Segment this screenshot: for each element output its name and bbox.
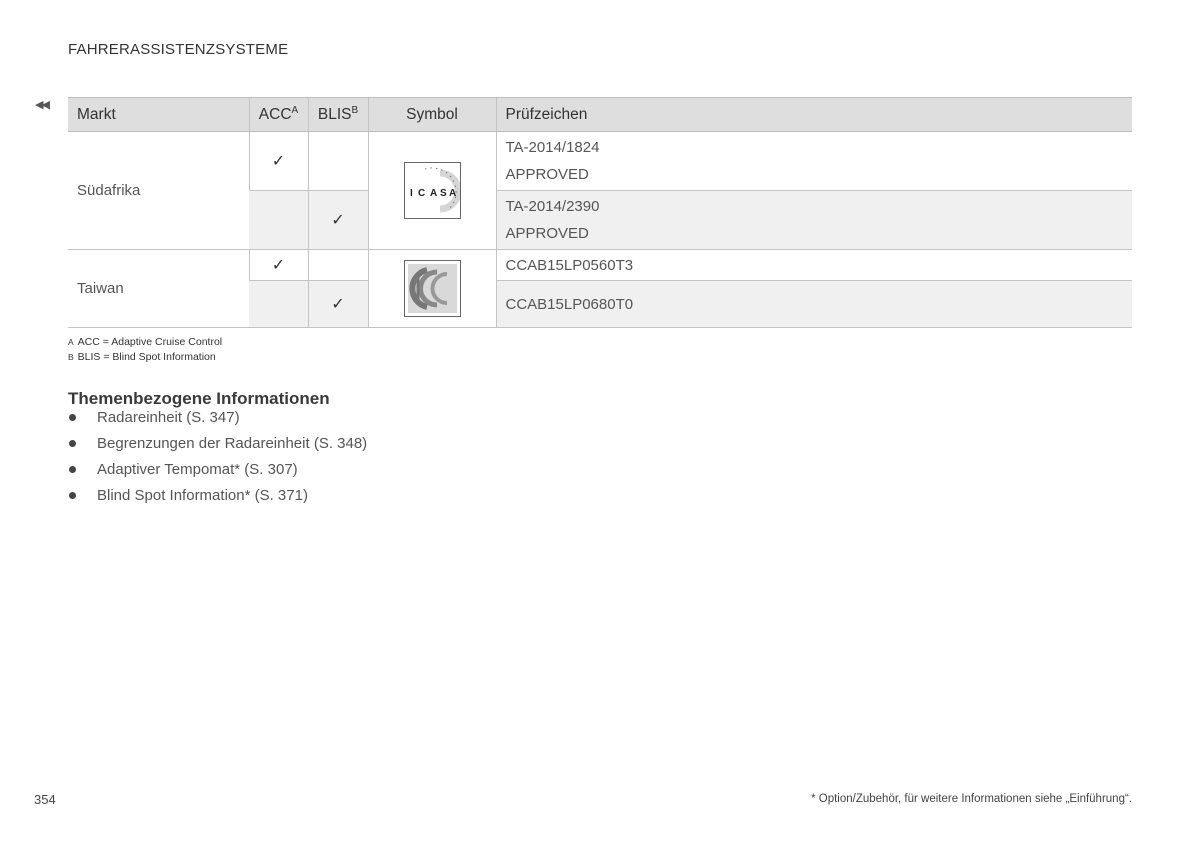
- page-number: 354: [34, 792, 56, 807]
- svg-text:A: A: [448, 188, 456, 199]
- related-heading: Themenbezogene Informationen: [68, 389, 330, 408]
- related-list: [68, 408, 367, 512]
- bullet-icon: [69, 492, 76, 499]
- acc-check: ✓: [249, 132, 308, 191]
- svg-text:C: C: [417, 188, 425, 199]
- approval-cell: CCAB15LP0680T0: [496, 281, 1132, 328]
- ncc-logo-icon: [404, 260, 461, 317]
- blis-empty: [308, 132, 368, 191]
- bullet-icon: [69, 466, 76, 473]
- symbol-cell: [368, 250, 496, 328]
- col-approval: Prüfzeichen: [496, 98, 1132, 132]
- related-link[interactable]: Adaptiver Tempomat* (S. 307): [68, 460, 367, 486]
- acc-empty: [249, 191, 308, 250]
- icasa-logo-icon: [404, 162, 461, 219]
- related-link[interactable]: Radareinheit (S. 347): [68, 408, 367, 434]
- related-link[interactable]: Blind Spot Information* (S. 371): [68, 486, 367, 512]
- svg-text:S: S: [439, 188, 447, 199]
- table-row: [68, 250, 1132, 281]
- footnotes: [68, 335, 222, 364]
- svg-text:I: I: [409, 188, 413, 199]
- footnote: A ACC = Adaptive Cruise Control: [68, 336, 223, 348]
- footer-note: * Option/Zubehör, für weitere Informationen siehe „Einführung“.: [811, 793, 1132, 805]
- col-acc: $ACC^A$: [249, 98, 308, 132]
- footnote: B BLIS = Blind Spot Information: [68, 350, 216, 363]
- approval-cell: TA-2014/2390 APPROVED: [496, 191, 1132, 250]
- market-cell: Südafrika: [68, 132, 249, 250]
- blis-check: ✓: [308, 191, 368, 250]
- acc-empty: [249, 281, 308, 328]
- table-row: [68, 132, 1132, 191]
- bullet-icon: [69, 440, 76, 447]
- approval-cell: TA-2014/1824 APPROVED: [496, 132, 1132, 191]
- approval-cell: CCAB15LP0560T3: [496, 250, 1132, 281]
- col-symbol: Symbol: [368, 98, 496, 132]
- blis-empty: [308, 250, 368, 281]
- market-cell: Taiwan: [68, 250, 249, 328]
- blis-check: ✓: [308, 281, 368, 328]
- symbol-cell: [368, 132, 496, 250]
- col-blis: $BLIS^B$: [308, 98, 368, 132]
- section-title: FAHRERASSISTENZSYSTEME: [68, 41, 289, 58]
- double-left-arrow-icon[interactable]: ◀◀: [35, 99, 48, 111]
- svg-text:A: A: [429, 188, 437, 199]
- bullet-icon: [69, 414, 76, 421]
- acc-check: ✓: [249, 250, 308, 281]
- approval-table: [68, 97, 1132, 328]
- col-market: Markt: [68, 98, 249, 132]
- related-link[interactable]: Begrenzungen der Radareinheit (S. 348): [68, 434, 367, 460]
- table-header-row: [68, 98, 1132, 132]
